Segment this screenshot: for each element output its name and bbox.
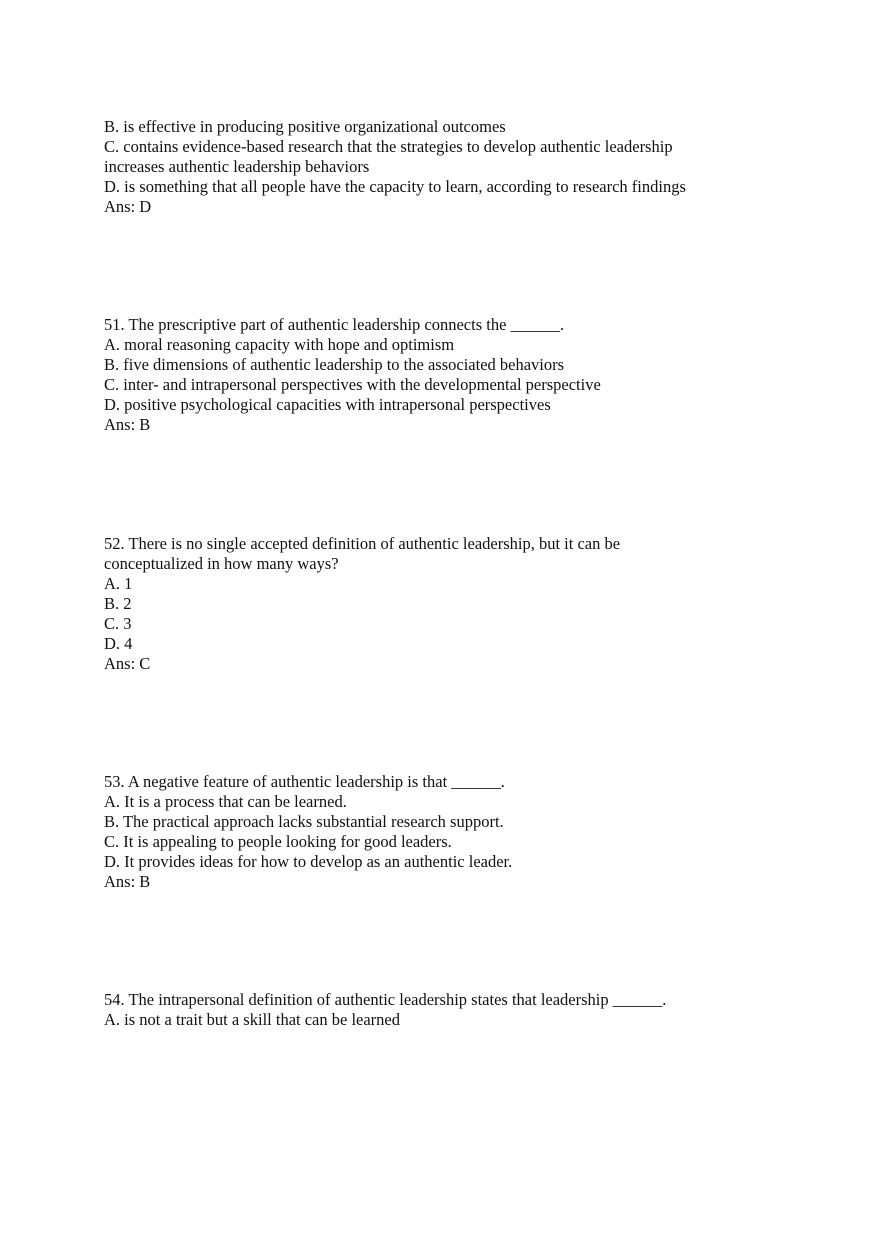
option-c: C. 3 — [104, 614, 132, 633]
option-a: A. moral reasoning capacity with hope and optimism — [104, 335, 455, 354]
question-text: 54. The intrapersonal definition of authentic leadership states that leadership ______. — [104, 990, 667, 1009]
option-b: B. is effective in producing positive organizational outcomes — [104, 117, 506, 136]
question-51 — [104, 315, 744, 435]
option-b: B. five dimensions of authentic leadership to the associated behaviors — [104, 355, 565, 374]
answer: Ans: B — [104, 415, 151, 434]
option-d: D. positive psychological capacities with intrapersonal perspectives — [104, 395, 551, 414]
question-text-continued: conceptualized in how many ways? — [104, 554, 339, 573]
option-c: C. contains evidence-based research that the strategies to develop authentic leadership — [104, 137, 673, 156]
answer: Ans: C — [104, 654, 151, 673]
option-b: B. The practical approach lacks substantial research support. — [104, 812, 504, 831]
question-53 — [104, 772, 744, 892]
option-c: C. inter- and intrapersonal perspectives with the developmental perspective — [104, 375, 601, 394]
question-52 — [104, 534, 744, 674]
question-text: 53. A negative feature of authentic leadership is that ______. — [104, 772, 505, 791]
option-d: D. 4 — [104, 634, 133, 653]
option-c: C. It is appealing to people looking for good leaders. — [104, 832, 452, 851]
option-c-continued: increases authentic leadership behaviors — [104, 157, 370, 176]
option-a: A. 1 — [104, 574, 133, 593]
answer: Ans: D — [104, 197, 152, 216]
option-d: D. is something that all people have the capacity to learn, according to research findings — [104, 177, 686, 196]
option-d: D. It provides ideas for how to develop as an authentic leader. — [104, 852, 513, 871]
answer: Ans: B — [104, 872, 151, 891]
question-50-continuation — [104, 117, 744, 217]
option-a: A. It is a process that can be learned. — [104, 792, 347, 811]
question-text: 51. The prescriptive part of authentic leadership connects the ______. — [104, 315, 565, 334]
question-text: 52. There is no single accepted definition of authentic leadership, but it can be — [104, 534, 621, 553]
option-a: A. is not a trait but a skill that can be learned — [104, 1010, 400, 1029]
option-b: B. 2 — [104, 594, 132, 613]
question-54 — [104, 990, 744, 1030]
